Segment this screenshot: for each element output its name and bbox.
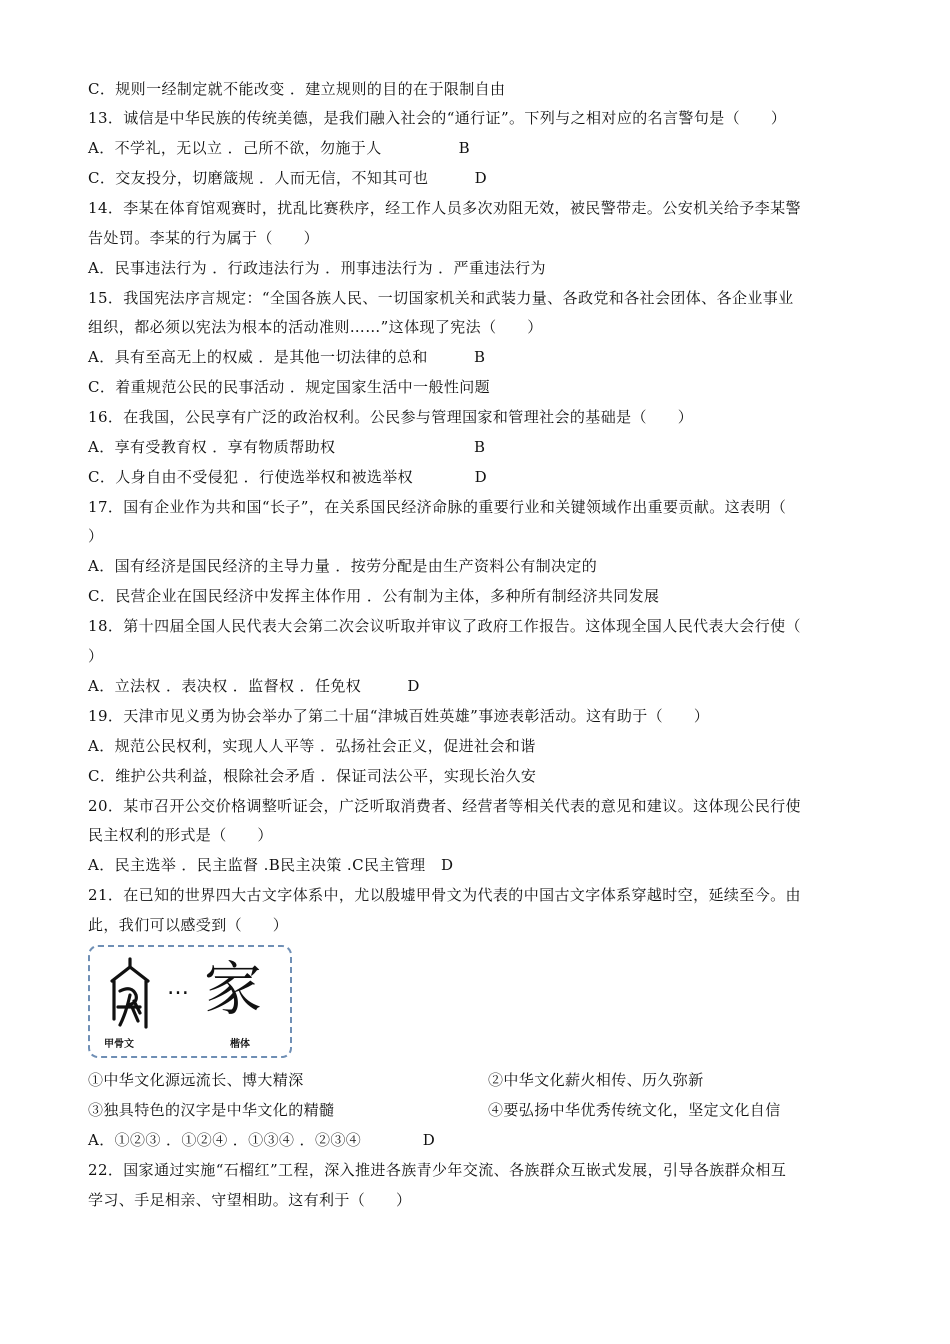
text-line: ）	[88, 527, 104, 545]
text-line: C．民营企业在国民经济中发挥主体作用 ．公有制为主体，多种所有制经济共同发展	[88, 587, 660, 605]
kaishu-character: 家	[204, 955, 263, 1023]
text-line: ①中华文化源远流长、博大精深	[88, 1071, 304, 1089]
text-line: C．人身自由不受侵犯 ．行使选举权和被选举权 D	[88, 468, 488, 486]
text-line: ）	[88, 647, 104, 665]
text-line: 22．国家通过实施“石榴红”工程，深入推进各族青少年交流、各族群众互嵌式发展，引导各族群众相互	[88, 1161, 787, 1179]
oracle-bone-figure	[88, 945, 292, 1058]
text-line: C．着重规范公民的民事活动 ．规定国家生活中一般性问题	[88, 378, 491, 396]
text-line: 17．国有企业作为共和国“长子”，在关系国民经济命脉的重要行业和关键领域作出重要贡献。这表明（	[88, 498, 787, 516]
text-line: A．国有经济是国民经济的主导力量 ．按劳分配是由生产资料公有制决定的	[88, 557, 598, 575]
text-line: 14．李某在体育馆观赛时，扰乱比赛秩序，经工作人员多次劝阻无效，被民警带走。公安机关给予李某警	[88, 199, 801, 217]
text-line: A．享有受教育权 ．享有物质帮助权 B	[88, 438, 486, 456]
text-line: 民主权利的形式是（ ）	[88, 826, 273, 844]
caption-kaishu: 楷体	[230, 1039, 250, 1050]
oracle-bone-jia-glyph	[106, 955, 154, 1035]
text-line: 13．诚信是中华民族的传统美德，是我们融入社会的“通行证”。下列与之相对应的名言警句是（ ）	[88, 109, 787, 127]
text-line: 此，我们可以感受到（ ）	[88, 916, 289, 934]
option-line-right: ②中华文化薪火相传、历久弥新	[488, 1071, 704, 1089]
text-line: A．规范公民权利，实现人人平等 ．弘扬社会正义，促进社会和谐	[88, 737, 536, 755]
text-line: 20．某市召开公交价格调整听证会，广泛听取消费者、经营者等相关代表的意见和建议。这体现公民行使	[88, 797, 801, 815]
text-line: 18．第十四届全国人民代表大会第二次会议听取并审议了政府工作报告。这体现全国人民代表大会行使（	[88, 617, 801, 635]
text-line: C．维护公共利益，根除社会矛盾 ．保证司法公平，实现长治久安	[88, 767, 537, 785]
text-line: A．民主选举 ．民主监督 .B民主决策 .C民主管理 D	[88, 856, 454, 874]
text-line: A．民事违法行为 ．行政违法行为 ．刑事违法行为 ．严重违法行为	[88, 259, 546, 277]
text-line: 组织，都必须以宪法为根本的活动准则……”这体现了宪法（ ）	[88, 318, 543, 336]
text-line: C．交友投分，切磨箴规 ．人而无信，不知其可也 D	[88, 169, 488, 187]
option-line-right: ④要弘扬中华优秀传统文化，坚定文化自信	[488, 1101, 781, 1119]
text-line: ③独具特色的汉字是中华文化的精髓	[88, 1101, 335, 1119]
text-line: 19．天津市见义勇为协会举办了第二十届“津城百姓英雄”事迹表彰活动。这有助于（ ）	[88, 707, 710, 725]
text-line: 21．在已知的世界四大古文字体系中，尤以殷墟甲骨文为代表的中国古文字体系穿越时空，延续至今。由	[88, 886, 801, 904]
caption-oracle-bone: 甲骨文	[104, 1039, 134, 1050]
text-line: 16．在我国，公民享有广泛的政治权利。公民参与管理国家和管理社会的基础是（ ）	[88, 408, 694, 426]
text-line: A．具有至高无上的权威 ．是其他一切法律的总和 B	[88, 348, 486, 366]
text-line: 告处罚。李某的行为属于（ ）	[88, 229, 320, 247]
text-line: A．立法权 ．表决权 ．监督权 ．任免权 D	[88, 677, 420, 695]
text-line: C．规则一经制定就不能改变 ．建立规则的目的在于限制自由	[88, 80, 506, 98]
text-line: A．不学礼，无以立 ．己所不欲，勿施于人 B	[88, 139, 471, 157]
text-line: A．①②③ ．①②④ ．①③④ ．②③④ D	[88, 1131, 436, 1149]
text-line: 15．我国宪法序言规定：“全国各族人民、一切国家机关和武装力量、各政党和各社会团体、各企业事业	[88, 289, 794, 307]
ellipsis: …	[167, 975, 190, 1000]
text-line: 学习、手足相亲、守望相助。这有利于（ ）	[88, 1191, 412, 1209]
